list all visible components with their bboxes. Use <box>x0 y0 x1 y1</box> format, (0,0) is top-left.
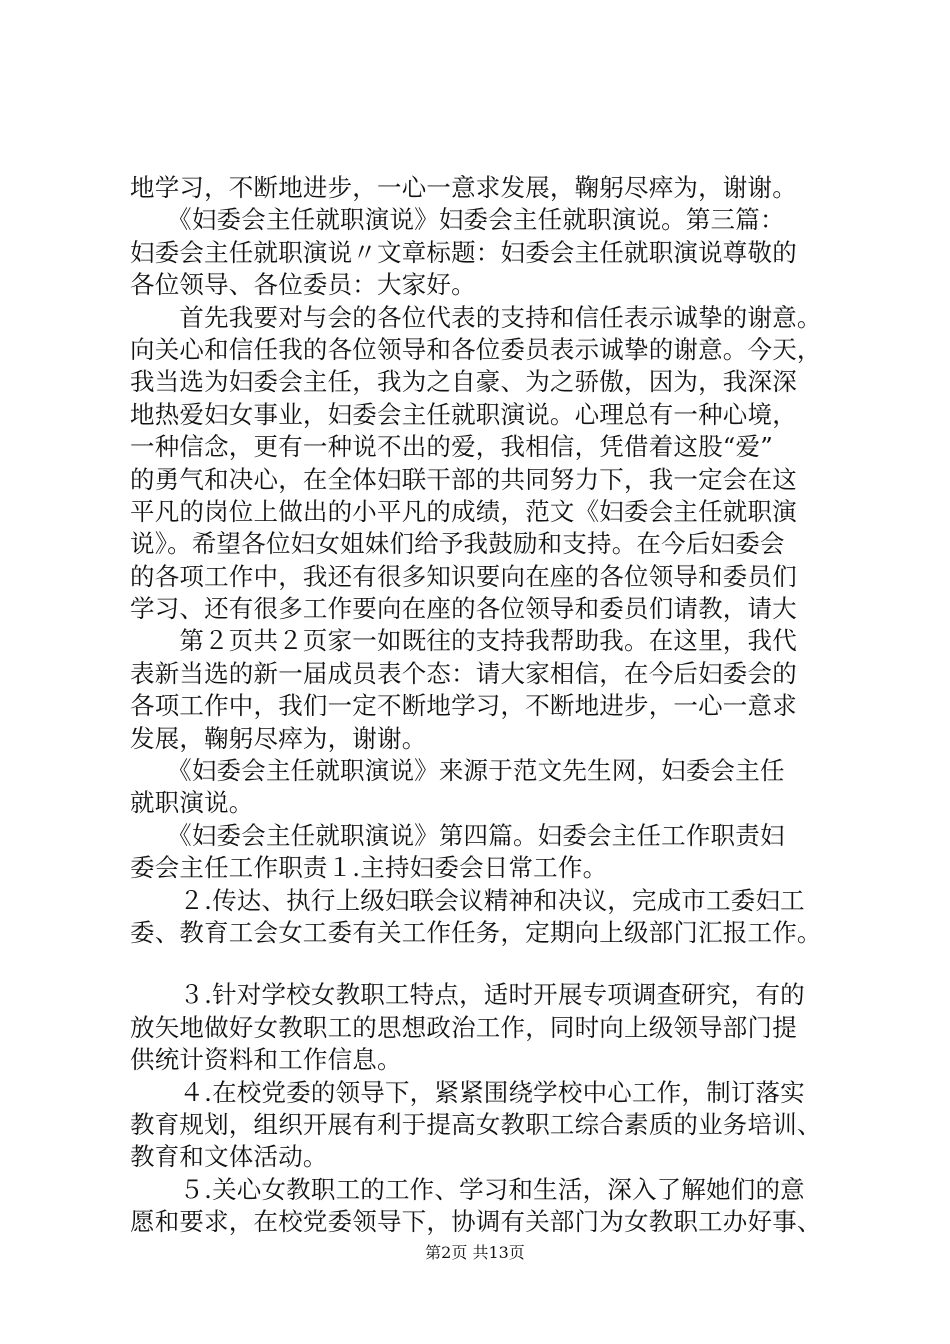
text-line: 第２页共２页家一如既往的支持我帮助我。在这里，我代 <box>130 626 797 656</box>
paragraph-block-second <box>130 979 850 1238</box>
text-line: 《妇委会主任就职演说》来源于范文先生网，妇委会主任 <box>130 756 785 786</box>
text-line: 各项工作中，我们一定不断地学习，不断地进步，一心一意求 <box>130 691 797 721</box>
text-line: 的勇气和决心，在全体妇联干部的共同努力下，我一定会在这 <box>130 464 797 494</box>
text-line: 教育规划，组织开展有利于提高女教职工综合素质的业务培训、 <box>130 1109 822 1139</box>
text-line: 《妇委会主任就职演说》妇委会主任就职演说。第三篇： <box>130 205 785 235</box>
text-line: 一种信念，更有一种说不出的爱，我相信，凭借着这股“爱” <box>130 432 773 462</box>
text-line: ５.关心女教职工的工作、学习和生活，深入了解她们的意 <box>130 1174 805 1204</box>
text-line: 地热爱妇女事业，妇委会主任就职演说。心理总有一种心境， <box>130 399 797 429</box>
text-line: 就职演说。 <box>130 788 254 818</box>
text-line: ３.针对学校女教职工特点，适时开展专项调查研究，有的 <box>130 980 805 1010</box>
text-line: 平凡的岗位上做出的小平凡的成绩，范文《妇委会主任就职演 <box>130 496 797 526</box>
text-line: ４.在校党委的领导下，紧紧围绕学校中心工作，制订落实 <box>130 1077 805 1107</box>
text-line: 的各项工作中，我还有很多知识要向在座的各位领导和委员们 <box>130 561 797 591</box>
text-line: 首先我要对与会的各位代表的支持和信任表示诚挚的谢意。 <box>130 302 822 332</box>
document-body <box>130 172 850 1239</box>
text-line: 发展，鞠躬尽瘁为，谢谢。 <box>130 723 427 753</box>
text-line: 表新当选的新一届成员表个态：请大家相信，在今后妇委会的 <box>130 658 797 688</box>
page-footer: 第2页 共13页 <box>425 1243 525 1262</box>
text-line: 教育和文体活动。 <box>130 1142 328 1172</box>
text-line: 供统计资料和工作信息。 <box>130 1045 402 1075</box>
text-line: 妇委会主任就职演说〃文章标题：妇委会主任就职演说尊敬的 <box>130 237 797 267</box>
text-line: 向关心和信任我的各位领导和各位委员表示诚挚的谢意。今天， <box>130 334 822 364</box>
text-line: 委、教育工会女工委有关工作任务，定期向上级部门汇报工作。 <box>130 917 822 947</box>
text-line: ２.传达、执行上级妇联会议精神和决议，完成市工委妇工 <box>130 885 805 915</box>
text-line: 地学习，不断地进步，一心一意求发展，鞠躬尽瘁为，谢谢。 <box>130 173 797 202</box>
text-line: 愿和要求，在校党委领导下，协调有关部门为女教职工办好事、 <box>130 1207 822 1237</box>
text-line: 放矢地做好女教职工的思想政治工作，同时向上级领导部门提 <box>130 1012 797 1042</box>
text-line: 我当选为妇委会主任，我为之自豪、为之骄傲，因为，我深深 <box>130 367 797 397</box>
text-line: 学习、还有很多工作要向在座的各位领导和委员们请教，请大 <box>130 594 797 624</box>
paragraph-gap <box>130 949 850 979</box>
text-line: 各位领导、各位委员：大家好。 <box>130 270 476 300</box>
text-line: 《妇委会主任就职演说》第四篇。妇委会主任工作职责妇 <box>130 820 785 850</box>
paragraph-block-first <box>130 172 850 949</box>
text-line: 说》。希望各位妇女姐妹们给予我鼓励和支持。在今后妇委会 <box>130 529 785 559</box>
text-line: 委会主任工作职责１.主持妇委会日常工作。 <box>130 853 608 883</box>
